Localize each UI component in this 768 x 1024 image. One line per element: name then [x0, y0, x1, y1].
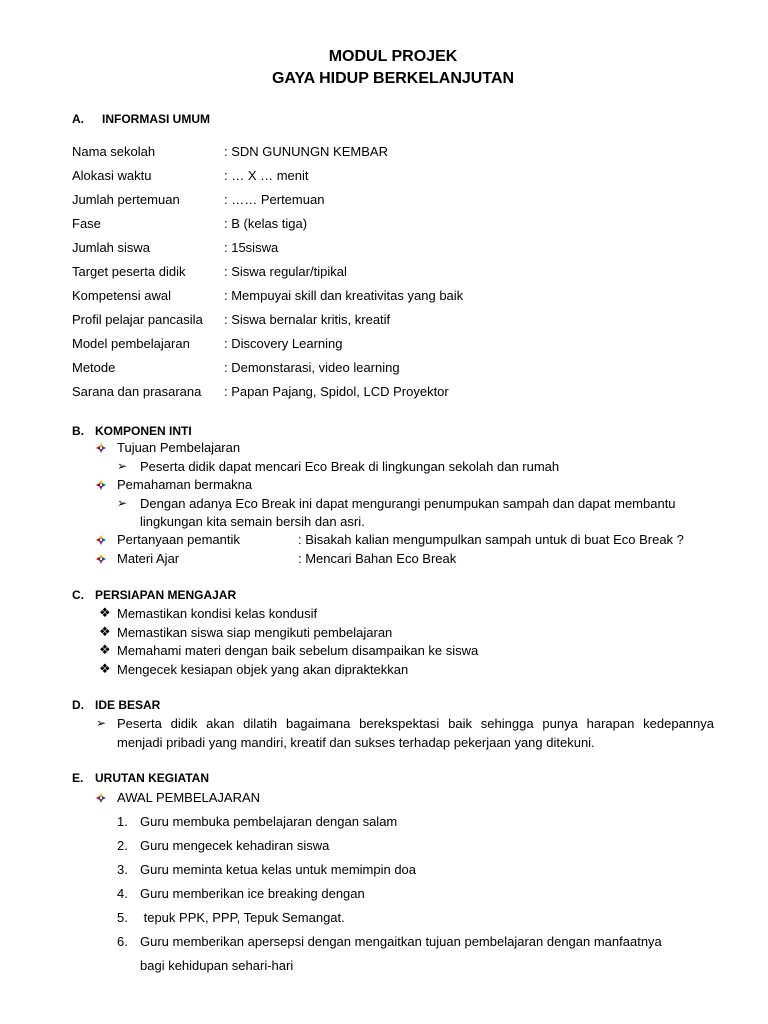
step-text: Guru meminta ketua kelas untuk memimpin doa [140, 862, 417, 877]
materi-value: : Mencari Bahan Eco Break [298, 551, 457, 566]
step-number: 3. [117, 862, 128, 877]
diamond-bullet-icon: ❖ [99, 661, 111, 676]
persiapan-item: Memahami materi dengan baik sebelum disampaikan ke siswa [117, 643, 479, 658]
section-e-letter: E. [72, 771, 84, 785]
document-title: MODUL PROJEK [328, 48, 458, 65]
info-value: : Discovery Learning [224, 336, 343, 351]
info-value: : Siswa bernalar kritis, kreatif [224, 312, 391, 327]
pushpin-bullet-icon [96, 535, 106, 545]
arrow-bullet-icon: ➢ [117, 496, 128, 510]
section-a-letter: A. [72, 112, 84, 126]
pushpin-bullet-icon [96, 480, 106, 490]
pertanyaan-value: : Bisakah kalian mengumpulkan sampah untuk di buat Eco Break ? [298, 532, 684, 547]
info-label: Nama sekolah [72, 144, 156, 159]
persiapan-item: Memastikan kondisi kelas kondusif [117, 606, 318, 621]
info-label: Alokasi waktu [72, 168, 152, 183]
info-value: : SDN GUNUNGN KEMBAR [224, 144, 388, 159]
pushpin-bullet-icon [96, 554, 106, 564]
pemahaman-item-line1: Dengan adanya Eco Break ini dapat mengurangi penumpukan sampah dan dapat membantu [140, 496, 676, 511]
tujuan-item: Peserta didik dapat mencari Eco Break di lingkungan sekolah dan rumah [140, 459, 560, 474]
step-number: 5. [117, 910, 128, 925]
section-d-heading: IDE BESAR [95, 698, 161, 712]
info-label: Model pembelajaran [72, 336, 190, 351]
step-number: 4. [117, 886, 128, 901]
step-text: Guru mengecek kehadiran siswa [140, 838, 330, 853]
info-value: : … X … menit [224, 168, 309, 183]
persiapan-item: Mengecek kesiapan objek yang akan dipraktekkan [117, 662, 409, 677]
arrow-bullet-icon: ➢ [96, 716, 107, 730]
materi-label: Materi Ajar [117, 551, 180, 566]
persiapan-item: Memastikan siswa siap mengikuti pembelajaran [117, 625, 393, 640]
info-value: : 15siswa [224, 240, 279, 255]
pushpin-bullet-icon [96, 793, 106, 803]
section-a-heading: INFORMASI UMUM [102, 112, 210, 126]
info-value: : Papan Pajang, Spidol, LCD Proyektor [224, 384, 449, 399]
pertanyaan-label: Pertanyaan pemantik [117, 532, 240, 547]
step-number: 1. [117, 814, 128, 829]
step-text: tepuk PPK, PPP, Tepuk Semangat. [140, 910, 345, 925]
step-number: 2. [117, 838, 128, 853]
section-b-letter: B. [72, 424, 84, 438]
tujuan-label: Tujuan Pembelajaran [117, 440, 241, 455]
info-value: : Siswa regular/tipikal [224, 264, 347, 279]
pemahaman-label: Pemahaman bermakna [117, 477, 253, 492]
ide-besar-line2: menjadi pribadi yang mandiri, kreatif dan sukses terhadap pekerjaan yang ditekuni. [117, 735, 595, 750]
info-label: Sarana dan prasarana [72, 384, 202, 399]
diamond-bullet-icon: ❖ [99, 624, 111, 639]
pushpin-bullet-icon [96, 443, 106, 453]
section-e-heading: URUTAN KEGIATAN [95, 771, 209, 785]
info-label: Jumlah pertemuan [72, 192, 180, 207]
section-c-letter: C. [72, 588, 84, 602]
step-text: Guru memberikan ice breaking dengan [140, 886, 365, 901]
info-label: Metode [72, 360, 116, 375]
awal-pembelajaran-label: AWAL PEMBELAJARAN [117, 790, 261, 805]
section-c-heading: PERSIAPAN MENGAJAR [95, 588, 237, 602]
info-value: : Demonstarasi, video learning [224, 360, 400, 375]
info-label: Fase [72, 216, 101, 231]
info-label: Jumlah siswa [72, 240, 151, 255]
section-d-letter: D. [72, 698, 84, 712]
info-value: : Mempuyai skill dan kreativitas yang baik [224, 288, 464, 303]
step-number: 6. [117, 934, 128, 949]
info-label: Profil pelajar pancasila [72, 312, 203, 327]
info-label: Kompetensi awal [72, 288, 171, 303]
info-value: : …… Pertemuan [224, 192, 325, 207]
step-text: Guru membuka pembelajaran dengan salam [140, 814, 398, 829]
ide-besar-line1: Peserta didik akan dilatih bagaimana berekspektasi baik sehingga punya harapan kedepannya [117, 716, 714, 731]
diamond-bullet-icon: ❖ [99, 605, 111, 620]
section-b-heading: KOMPONEN INTI [95, 424, 192, 438]
diamond-bullet-icon: ❖ [99, 642, 111, 657]
step-text: Guru memberikan apersepsi dengan mengaitkan tujuan pembelajaran dengan manfaatnya [140, 934, 662, 949]
info-value: : B (kelas tiga) [224, 216, 308, 231]
info-label: Target peserta didik [72, 264, 186, 279]
step-text-continued: bagi kehidupan sehari-hari [140, 958, 294, 973]
arrow-bullet-icon: ➢ [117, 459, 128, 473]
document-subtitle: GAYA HIDUP BERKELANJUTAN [271, 70, 515, 87]
pemahaman-item-line2: lingkungan kita semain bersih dan asri. [140, 514, 365, 529]
